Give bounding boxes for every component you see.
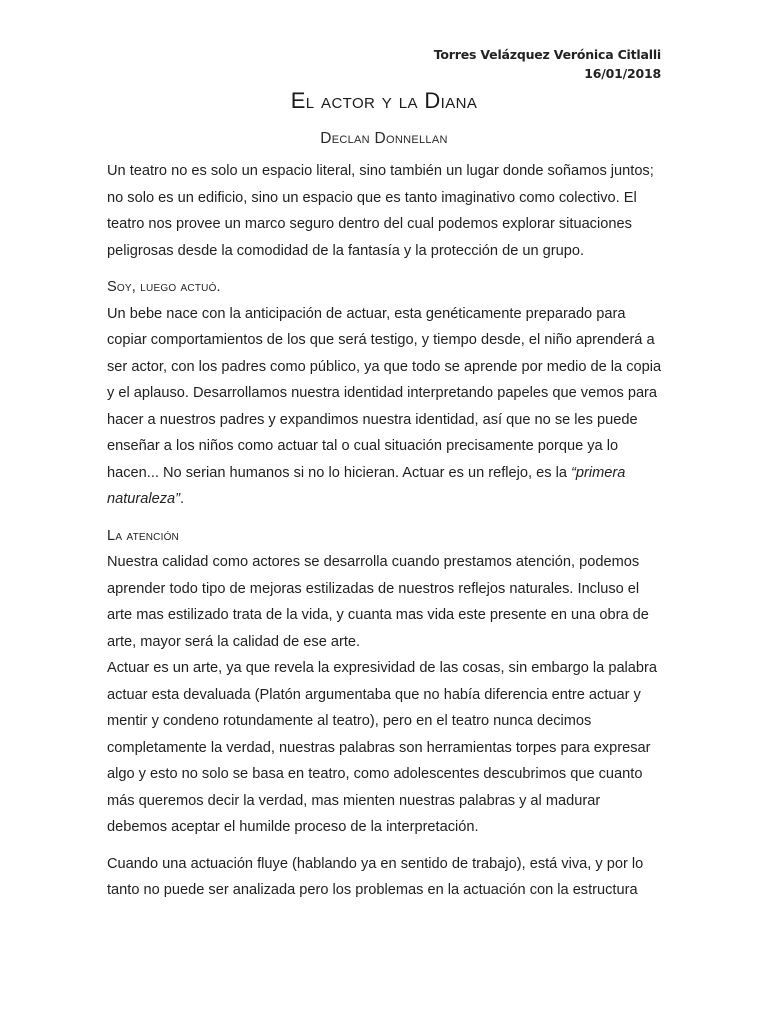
student-name: Torres Velázquez Verónica Citlalli bbox=[433, 47, 661, 62]
document-title: El actor y la Diana bbox=[290, 88, 478, 113]
italic-quote: “primera naturaleza” bbox=[107, 464, 626, 507]
section-paragraph-soy bbox=[107, 301, 663, 513]
paragraph-text: Un bebe nace con la anticipación de actuar, esta genéticamente preparado para copiar comportamientos de los que será testigo, y tiempo desde, el niño aprenderá a ser actor, con los padres como público, ya que todo se aprende por medio de la copia y el aplauso. Desarrollamos nuestra identidad interpretando papeles que vemos para hacer a nuestros padres y expandimos nuestra identidad, así que no se les puede enseñar a los niños como actuar tal o cual situación precisamente porque ya lo hacen... No serian humanos si no lo hicieran. Actuar es un reflejo, es la bbox=[107, 305, 662, 481]
section-paragraph-atencion-3: Cuando una actuación fluye (hablando ya en sentido de trabajo), está viva, y por lo tanto no puede ser analizada pero los problemas en la actuación con la estructura bbox=[107, 855, 644, 898]
document-subtitle-author: Declan Donnellan bbox=[320, 130, 448, 147]
section-paragraph-atencion-2: Actuar es un arte, ya que revela la expresividad de las cosas, sin embargo la palabra actuar esta devaluada (Platón argumentaba que no había diferencia entre actuar y mentir y condeno rotundamente al teatro), pero en el teatro nunca decimos completamente la verdad, nuestras palabras son herramientas torpes para expresar algo y esto no solo se basa en teatro, como adolescentes descubrimos que cuanto más queremos decir la verdad, mas mienten nuestras palabras y al madurar debemos aceptar el humilde proceso de la interpretación. bbox=[107, 660, 658, 835]
document-date: 16/01/2018 bbox=[584, 66, 661, 81]
section-heading-atencion: La atención bbox=[107, 527, 179, 544]
document-body bbox=[107, 158, 663, 904]
intro-paragraph: Un teatro no es solo un espacio literal, sino también un lugar donde soñamos juntos; no solo es un edificio, sino un espacio que es tanto imaginativo como colectivo. El teatro nos provee un marco seguro dentro del cual podemos explorar situaciones peligrosas desde la comodidad de la fantasía y la protección de un grupo. bbox=[107, 163, 654, 259]
section-heading-soy: Soy, luego actuó. bbox=[107, 279, 221, 295]
paragraph-end: . bbox=[180, 491, 185, 507]
section-paragraph-atencion-1: Nuestra calidad como actores se desarrolla cuando prestamos atención, podemos aprender todo tipo de mejoras estilizadas de nuestros reflejos naturales. Incluso el arte mas estilizado trata de la vida, y cuanta mas vida este presente en una obra de arte, mayor será la calidad de ese arte. bbox=[107, 554, 649, 650]
page-header bbox=[434, 45, 661, 83]
